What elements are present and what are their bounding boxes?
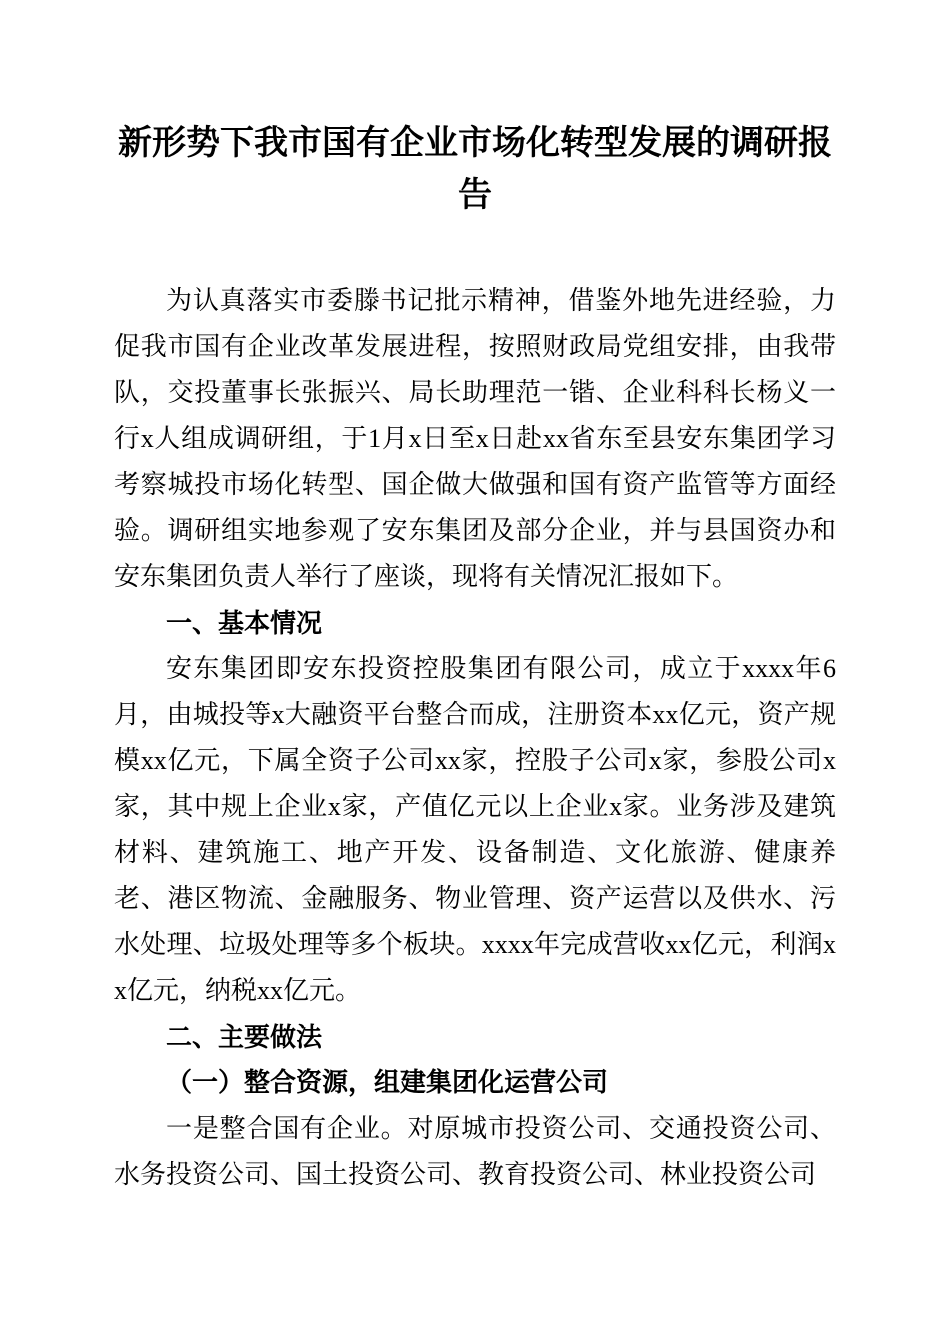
document-title: 新形势下我市国有企业市场化转型发展的调研报告 [118, 125, 832, 214]
intro-paragraph: 为认真落实市委滕书记批示精神，借鉴外地先进经验，力促我市国有企业改革发展进程，按照财政局党组安排，由我带队，交投董事长张振兴、局长助理范一锴、企业科科长杨义一行x人组成调研组，于1月x日至x日赴xx省东至县安东集团学习考察城投市场化转型、国企做大做强和国有资产监管等方面经验。调研组实地参观了安东集团及部分企业，并与县国资办和安东集团负责人举行了座谈，现将有关情况汇报如下。 [114, 286, 836, 591]
section2-heading: 二、主要做法 [166, 1022, 323, 1052]
section1-paragraph: 安东集团即安东投资控股集团有限公司，成立于xxxx年6月，由城投等x大融资平台整合而成，注册资本xx亿元，资产规模xx亿元，下属全资子公司xx家，控股子公司x家，参股公司x家，其中规上企业x家，产值亿元以上企业x家。业务涉及建筑材料、建筑施工、地产开发、设备制造、文化旅游、健康养老、港区物流、金融服务、物业管理、资产运营以及供水、污水处理、垃圾处理等多个板块。xxxx年完成营收xx亿元，利润xx亿元，纳税xx亿元。 [114, 654, 836, 1005]
section2-subheading: （一）整合资源，组建集团化运营公司 [166, 1068, 609, 1097]
section2-paragraph: 一是整合国有企业。对原城市投资公司、交通投资公司、水务投资公司、国土投资公司、教育投资公司、林业投资公司 [114, 1114, 836, 1189]
section1-heading: 一、基本情况 [166, 608, 323, 638]
